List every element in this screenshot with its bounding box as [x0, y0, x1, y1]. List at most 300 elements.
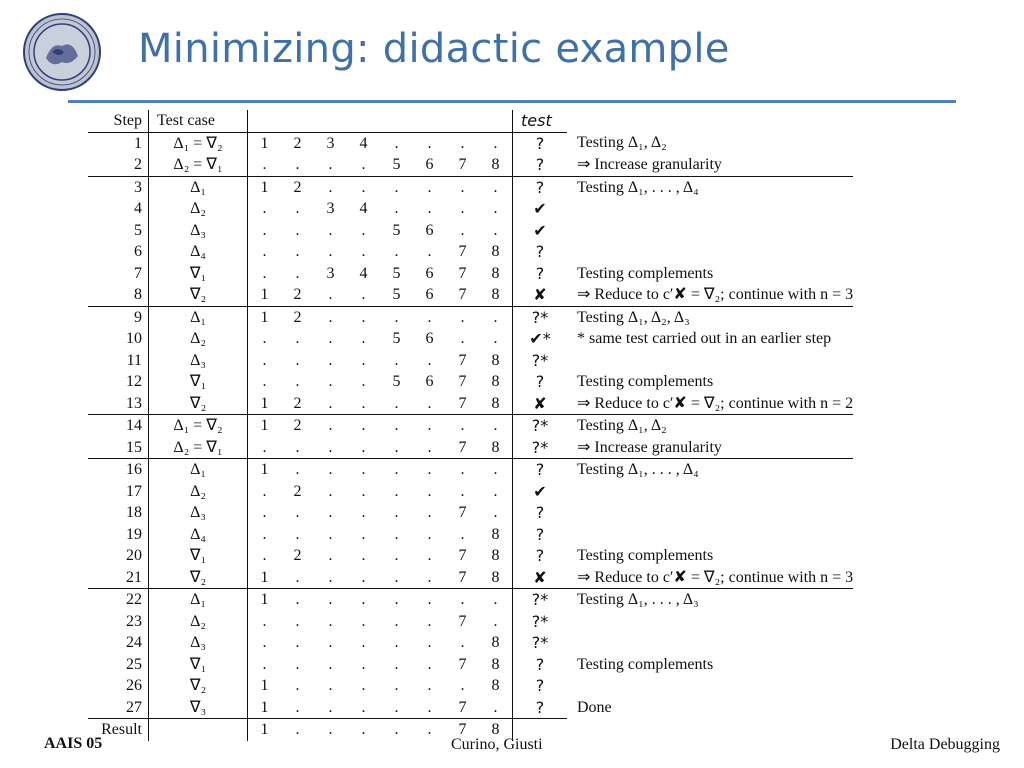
table-row [88, 589, 853, 611]
test-case: ∇₂ [149, 284, 248, 306]
change-cell: . [446, 589, 479, 611]
change-cell: 1 [260, 394, 269, 412]
change-cell: . [493, 504, 498, 521]
table-row [88, 524, 853, 546]
test-case: ∇₂ [149, 567, 248, 589]
step-number: 6 [134, 243, 142, 260]
test-outcome: ? [513, 371, 568, 393]
change-cell: 8 [491, 286, 500, 303]
result-cell: . [347, 719, 380, 741]
row-note [567, 481, 853, 503]
step-number: 26 [126, 677, 142, 694]
title-underline [68, 100, 956, 103]
test-outcome: ?* [513, 611, 568, 633]
change-cell: 7 [458, 698, 467, 716]
change-cell: . [361, 243, 366, 260]
change-cell: . [328, 655, 333, 673]
table-row [88, 502, 853, 524]
change-cell: . [328, 504, 333, 521]
step-number: 16 [88, 459, 149, 481]
change-cell: 8 [491, 677, 500, 694]
slide-title: Minimizing: didactic example [138, 26, 730, 72]
change-cell: 5 [392, 330, 401, 347]
step-number: 27 [126, 698, 142, 716]
change-cell: . [427, 568, 432, 586]
change-cell: 1 [248, 589, 282, 611]
change-cell: . [427, 547, 432, 564]
change-cell: . [394, 438, 399, 456]
change-cell: 8 [491, 264, 500, 282]
row-note: ⇒ Reduce to c′✘ = ∇₂; continue with n = 2 [577, 394, 854, 412]
test-case: Δ₁ = ∇₂ [149, 132, 248, 154]
change-cell: . [281, 589, 314, 611]
change-cell: . [262, 156, 267, 173]
change-cell: 4 [359, 134, 368, 152]
change-cell: 3 [326, 264, 335, 282]
change-cell: . [262, 547, 267, 564]
change-cell: . [295, 612, 300, 630]
change-cell: . [479, 176, 513, 198]
change-cell: . [361, 373, 366, 390]
table-row [88, 306, 853, 328]
row-note: Testing complements [577, 264, 714, 282]
row-note [567, 502, 853, 524]
change-cell: . [460, 634, 465, 651]
change-cell: 1 [248, 415, 282, 437]
row-note: Testing complements [577, 547, 714, 564]
change-cell: 6 [425, 330, 434, 347]
change-cell: . [262, 221, 267, 239]
test-outcome: ? [513, 697, 568, 719]
change-cell: . [295, 156, 300, 173]
row-note [567, 198, 853, 220]
step-number: 13 [126, 394, 142, 412]
change-cell: . [493, 330, 498, 347]
change-cell: . [427, 655, 432, 673]
change-cell: 7 [458, 547, 467, 564]
test-case: ∇₁ [149, 654, 248, 676]
change-cell: 5 [392, 286, 401, 303]
change-cell: 7 [458, 243, 467, 260]
change-cell: 8 [491, 438, 500, 456]
change-cell: . [295, 243, 300, 260]
step-number: 18 [126, 504, 142, 521]
change-cell: . [262, 438, 267, 456]
test-outcome: ✔ [513, 220, 568, 242]
change-cell: 8 [491, 156, 500, 173]
change-cell: . [394, 243, 399, 260]
step-number: 19 [126, 525, 142, 543]
change-cell: . [361, 156, 366, 173]
change-cell: . [328, 221, 333, 239]
table-row [88, 675, 853, 697]
change-cell: . [479, 415, 513, 437]
change-cell: 8 [491, 655, 500, 673]
step-number: 7 [134, 264, 142, 282]
change-cell: . [427, 525, 432, 543]
change-cell: 2 [293, 482, 302, 500]
change-cell: . [413, 415, 446, 437]
change-cell: . [460, 525, 465, 543]
table-row [88, 611, 853, 633]
test-outcome: ? [513, 154, 568, 176]
change-cell: . [446, 306, 479, 328]
step-number: 15 [126, 438, 142, 456]
row-note: Testing Δ₁, . . . , Δ₄ [567, 459, 853, 481]
change-cell: 7 [458, 655, 467, 673]
footer-course: AAIS 05 [44, 735, 103, 752]
change-cell: . [262, 525, 267, 543]
change-cell: . [328, 330, 333, 347]
row-note: Testing complements [577, 373, 714, 390]
change-cell: . [427, 612, 432, 630]
table-header-row [88, 110, 853, 132]
step-number: 11 [126, 351, 142, 369]
change-cell: 5 [392, 221, 401, 239]
step-number: 3 [88, 176, 149, 198]
test-outcome: ?* [513, 306, 568, 328]
test-case: Δ₃ [149, 632, 248, 654]
test-outcome: ✔ [513, 198, 568, 220]
change-cell: 1 [260, 677, 269, 694]
change-cell: 6 [425, 373, 434, 390]
row-note [567, 220, 853, 242]
result-label: Result [88, 719, 149, 741]
step-number: 17 [126, 482, 142, 500]
change-cell: . [328, 482, 333, 500]
test-outcome: ? [513, 675, 568, 697]
table-row [88, 241, 853, 263]
change-cell: . [295, 330, 300, 347]
change-cell: . [328, 351, 333, 369]
change-cell: . [427, 243, 432, 260]
change-cell: 7 [458, 373, 467, 390]
test-outcome: ✔ [513, 481, 568, 503]
table-row [88, 393, 853, 415]
table-row [88, 154, 853, 176]
table-row [88, 697, 853, 719]
change-cell: . [361, 221, 366, 239]
row-note: Testing Δ₁, Δ₂, Δ₃ [567, 306, 853, 328]
change-cell: . [413, 176, 446, 198]
result-cell: 8 [479, 719, 513, 741]
test-case: Δ₁ [149, 589, 248, 611]
change-cell: . [361, 482, 366, 500]
change-cell: 8 [491, 547, 500, 564]
test-case: Δ₁ [149, 176, 248, 198]
change-cell: . [380, 589, 413, 611]
row-note [567, 632, 853, 654]
row-note: Testing Δ₁, . . . , Δ₃ [567, 589, 853, 611]
change-cell: . [493, 482, 498, 500]
table-row [88, 328, 853, 350]
change-cell: . [493, 612, 498, 630]
change-cell: . [281, 459, 314, 481]
footer-topic: Delta Debugging [890, 736, 1000, 753]
change-cell: . [427, 482, 432, 500]
change-cell: . [427, 438, 432, 456]
test-case: Δ₄ [149, 524, 248, 546]
test-case: Δ₂ = ∇₁ [149, 437, 248, 459]
change-cell: . [479, 306, 513, 328]
test-case: Δ₃ [149, 502, 248, 524]
change-cell: . [361, 612, 366, 630]
row-note [567, 611, 853, 633]
result-case [149, 719, 248, 741]
change-cell: 7 [458, 351, 467, 369]
change-cell: . [394, 482, 399, 500]
test-outcome: ✘ [513, 393, 568, 415]
change-cell: 8 [491, 351, 500, 369]
row-note: Testing Δ₁, Δ₂ [577, 134, 667, 152]
change-cell: 5 [392, 373, 401, 390]
change-cell: . [394, 655, 399, 673]
table-row [88, 371, 853, 393]
change-cell: . [295, 438, 300, 456]
change-cell: . [314, 589, 347, 611]
test-outcome: ?* [513, 589, 568, 611]
change-cell: . [493, 698, 498, 716]
change-cell: . [328, 438, 333, 456]
header-test: test [513, 110, 568, 132]
change-cell: . [314, 415, 347, 437]
table-row [88, 284, 853, 306]
change-cell: . [446, 459, 479, 481]
test-case: Δ₂ [149, 481, 248, 503]
test-outcome: ? [513, 459, 568, 481]
header-test-case: Test case [149, 110, 248, 132]
change-cell: . [361, 286, 366, 303]
row-note: ⇒ Increase granularity [577, 156, 722, 173]
result-cell: . [380, 719, 413, 741]
step-number: 1 [134, 134, 142, 152]
change-cell: . [427, 200, 432, 217]
test-outcome: ? [513, 545, 568, 567]
change-cell: . [328, 394, 333, 412]
row-note: ⇒ Reduce to c′✘ = ∇₂; continue with n = 3 [577, 568, 854, 586]
table-row [88, 263, 853, 285]
change-cell: . [394, 698, 399, 716]
change-cell: 6 [425, 286, 434, 303]
change-cell: 1 [260, 698, 269, 716]
test-case: ∇₁ [149, 263, 248, 285]
test-outcome: ? [513, 132, 568, 154]
table-row [88, 545, 853, 567]
change-cell: . [295, 264, 300, 282]
change-cell: 2 [281, 306, 314, 328]
result-cell: . [281, 719, 314, 741]
row-note: * same test carried out in an earlier step [577, 330, 832, 347]
table-row [88, 632, 853, 654]
table-row [88, 481, 853, 503]
change-cell: . [328, 373, 333, 390]
change-cell: . [262, 655, 267, 673]
change-cell: . [328, 568, 333, 586]
step-number: 2 [134, 156, 142, 173]
change-cell: . [394, 134, 399, 152]
change-cell: . [427, 677, 432, 694]
test-case: Δ₁ = ∇₂ [149, 415, 248, 437]
change-cell: . [394, 547, 399, 564]
change-cell: . [262, 634, 267, 651]
test-case: Δ₂ = ∇₁ [149, 154, 248, 176]
table-row [88, 459, 853, 481]
change-cell: . [460, 330, 465, 347]
change-cell: . [427, 134, 432, 152]
change-cell: 6 [425, 221, 434, 239]
row-note [567, 675, 853, 697]
table-row [88, 654, 853, 676]
step-number: 23 [126, 612, 142, 630]
change-cell: 7 [458, 568, 467, 586]
change-cell: . [394, 568, 399, 586]
change-cell: . [460, 200, 465, 217]
change-cell: . [262, 330, 267, 347]
change-cell: . [295, 525, 300, 543]
change-cell: 1 [248, 306, 282, 328]
change-cell: . [328, 286, 333, 303]
change-cell: 1 [260, 568, 269, 586]
change-cell: 7 [458, 264, 467, 282]
step-number: 4 [134, 200, 142, 217]
change-cell: . [394, 200, 399, 217]
change-cell: . [361, 677, 366, 694]
change-cell: 6 [425, 156, 434, 173]
change-cell: . [493, 200, 498, 217]
change-cell: . [460, 221, 465, 239]
table-row [88, 567, 853, 589]
change-cell: 2 [293, 547, 302, 564]
test-outcome: ? [513, 241, 568, 263]
change-cell: . [394, 351, 399, 369]
change-cell: . [347, 459, 380, 481]
change-cell: . [460, 482, 465, 500]
test-outcome: ✔* [513, 328, 568, 350]
change-cell: 8 [491, 525, 500, 543]
row-note: Testing complements [577, 655, 714, 673]
test-case: Δ₂ [149, 198, 248, 220]
change-cell: . [427, 504, 432, 521]
test-case: ∇₃ [149, 697, 248, 719]
step-number: 10 [126, 330, 142, 347]
change-cell: . [413, 306, 446, 328]
change-cell: . [295, 655, 300, 673]
change-cell: . [446, 415, 479, 437]
change-cell: . [262, 504, 267, 521]
change-cell: 1 [260, 286, 269, 303]
change-cell: . [361, 698, 366, 716]
change-cell: 4 [359, 200, 368, 217]
change-cell: . [328, 612, 333, 630]
test-outcome: ? [513, 263, 568, 285]
change-cell: . [446, 176, 479, 198]
change-cell: . [328, 677, 333, 694]
step-number: 20 [126, 547, 142, 564]
change-cell: 5 [392, 156, 401, 173]
change-cell: . [347, 176, 380, 198]
result-cell: 7 [446, 719, 479, 741]
change-cell: . [328, 156, 333, 173]
test-case: Δ₃ [149, 220, 248, 242]
change-cell: 1 [260, 134, 269, 152]
table-row [88, 415, 853, 437]
change-cell: . [394, 677, 399, 694]
change-cell: . [314, 176, 347, 198]
change-cell: . [314, 306, 347, 328]
change-cell: . [295, 504, 300, 521]
change-cell: 6 [425, 264, 434, 282]
table-row [88, 220, 853, 242]
row-note: Testing Δ₁, Δ₂ [567, 415, 853, 437]
change-cell: . [493, 134, 498, 152]
row-note [567, 241, 853, 263]
change-cell: 2 [293, 134, 302, 152]
change-cell: . [262, 351, 267, 369]
change-cell: . [361, 547, 366, 564]
change-cell: . [479, 459, 513, 481]
test-case: Δ₄ [149, 241, 248, 263]
change-cell: 8 [491, 373, 500, 390]
table-row [88, 437, 853, 459]
test-outcome: ? [513, 524, 568, 546]
table-row [88, 132, 853, 154]
change-cell: . [347, 415, 380, 437]
change-cell: . [380, 459, 413, 481]
test-case: ∇₁ [149, 545, 248, 567]
row-note [567, 350, 853, 372]
change-cell: . [295, 634, 300, 651]
change-cell: . [361, 330, 366, 347]
change-cell: . [427, 698, 432, 716]
change-cell: 7 [458, 504, 467, 521]
change-cell: . [295, 698, 300, 716]
change-cell: . [328, 547, 333, 564]
test-case: ∇₂ [149, 675, 248, 697]
change-cell: . [328, 243, 333, 260]
change-cell: . [394, 634, 399, 651]
change-cell: 7 [458, 156, 467, 173]
change-cell: 3 [326, 200, 335, 217]
change-cell: . [380, 176, 413, 198]
change-cell: . [361, 525, 366, 543]
row-note: ⇒ Increase granularity [577, 438, 722, 456]
change-cell: 8 [491, 394, 500, 412]
change-cell: . [347, 306, 380, 328]
change-cell: 1 [248, 459, 282, 481]
change-cell: . [328, 525, 333, 543]
table-row [88, 350, 853, 372]
change-cell: . [460, 134, 465, 152]
test-case: ∇₁ [149, 371, 248, 393]
change-cell: . [262, 612, 267, 630]
change-cell: . [361, 568, 366, 586]
change-cell: 7 [458, 286, 467, 303]
result-note [567, 719, 853, 741]
change-cell: . [427, 394, 432, 412]
step-number: 9 [88, 306, 149, 328]
result-cell: 1 [248, 719, 282, 741]
change-cell: . [361, 504, 366, 521]
change-cell: . [427, 351, 432, 369]
change-cell: . [493, 221, 498, 239]
change-cell: . [328, 634, 333, 651]
step-number: 8 [134, 286, 142, 303]
change-cell: . [295, 200, 300, 217]
change-cell: . [262, 200, 267, 217]
change-cell: . [314, 459, 347, 481]
change-cell: . [394, 504, 399, 521]
change-cell: . [295, 351, 300, 369]
